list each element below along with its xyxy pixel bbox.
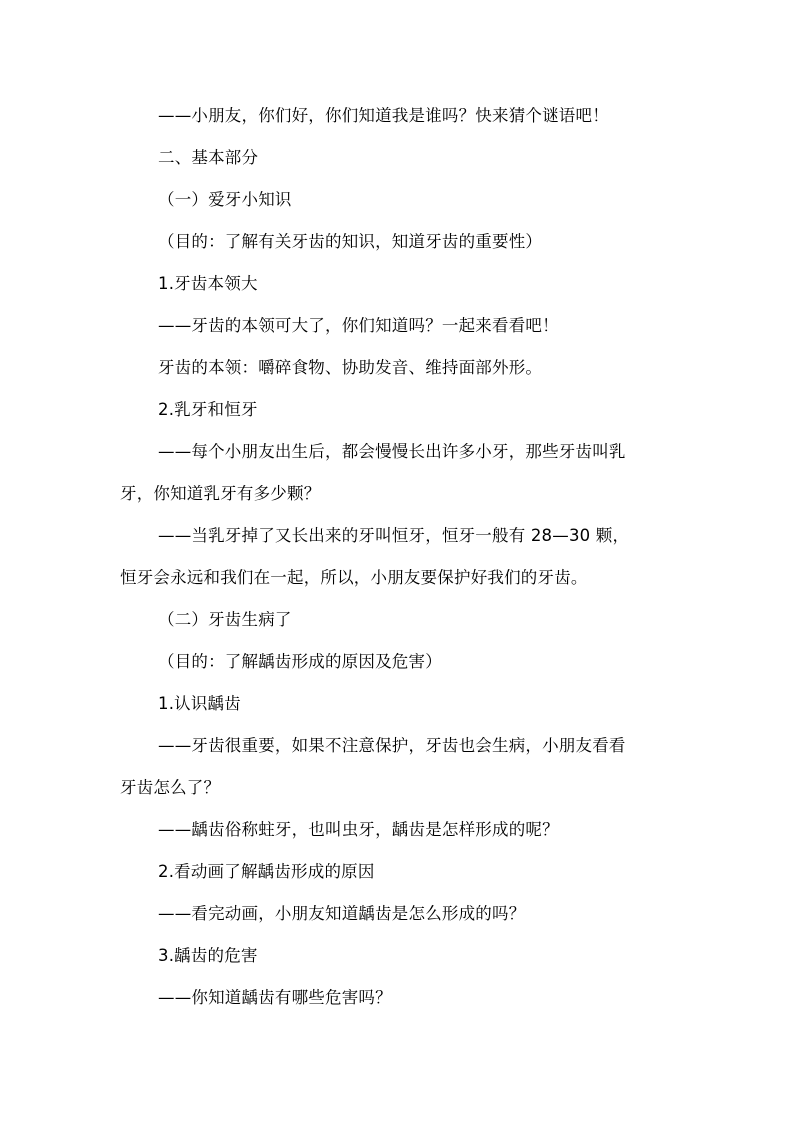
item-heading-animation-causes: 2.看动画了解龋齿形成的原因: [158, 862, 375, 881]
paragraph-permanent-teeth-line2: 恒牙会永远和我们在一起，所以，小朋友要保护好我们的牙齿。: [120, 568, 588, 587]
paragraph-caries-line2: 牙齿怎么了？: [120, 778, 221, 797]
paragraph-animation-question: ——看完动画，小朋友知道龋齿是怎么形成的吗？: [158, 904, 526, 923]
paragraph-caries-definition: ——龋齿俗称蛀牙，也叫虫牙，龋齿是怎样形成的呢？: [158, 820, 559, 839]
section-heading-basic: 二、基本部分: [158, 148, 259, 167]
paragraph-permanent-teeth-line1: ——当乳牙掉了又长出来的牙叫恒牙，恒牙一般有 28—30 颗，: [158, 526, 630, 545]
paragraph-caries-line1: ——牙齿很重要，如果不注意保护，牙齿也会生病，小朋友看看: [158, 736, 626, 755]
paragraph-greeting: ——小朋友，你们好，你们知道我是谁吗？快来猜个谜语吧！: [158, 106, 609, 125]
subsection-heading-tooth-knowledge: （一）爱牙小知识: [158, 190, 292, 209]
item-heading-tooth-abilities: 1.牙齿本领大: [158, 274, 258, 293]
paragraph-baby-teeth-line2: 牙，你知道乳牙有多少颗？: [120, 484, 321, 503]
item-heading-know-caries: 1.认识龋齿: [158, 694, 241, 713]
item-heading-caries-harm: 3.龋齿的危害: [158, 946, 258, 965]
subsection-heading-tooth-sick: （二）牙齿生病了: [158, 610, 292, 629]
purpose-note-1: （目的：了解有关牙齿的知识，知道牙齿的重要性）: [158, 232, 543, 251]
purpose-note-2: （目的：了解龋齿形成的原因及危害）: [158, 652, 442, 671]
item-heading-baby-permanent-teeth: 2.乳牙和恒牙: [158, 400, 258, 419]
paragraph-caries-harm-question: ——你知道龋齿有哪些危害吗？: [158, 988, 392, 1007]
paragraph-baby-teeth-line1: ——每个小朋友出生后，都会慢慢长出许多小牙，那些牙齿叫乳: [158, 442, 626, 461]
paragraph-tooth-abilities: ——牙齿的本领可大了，你们知道吗？一起来看看吧！: [158, 316, 559, 335]
paragraph-tooth-functions: 牙齿的本领：嚼碎食物、协助发音、维持面部外形。: [158, 358, 543, 377]
